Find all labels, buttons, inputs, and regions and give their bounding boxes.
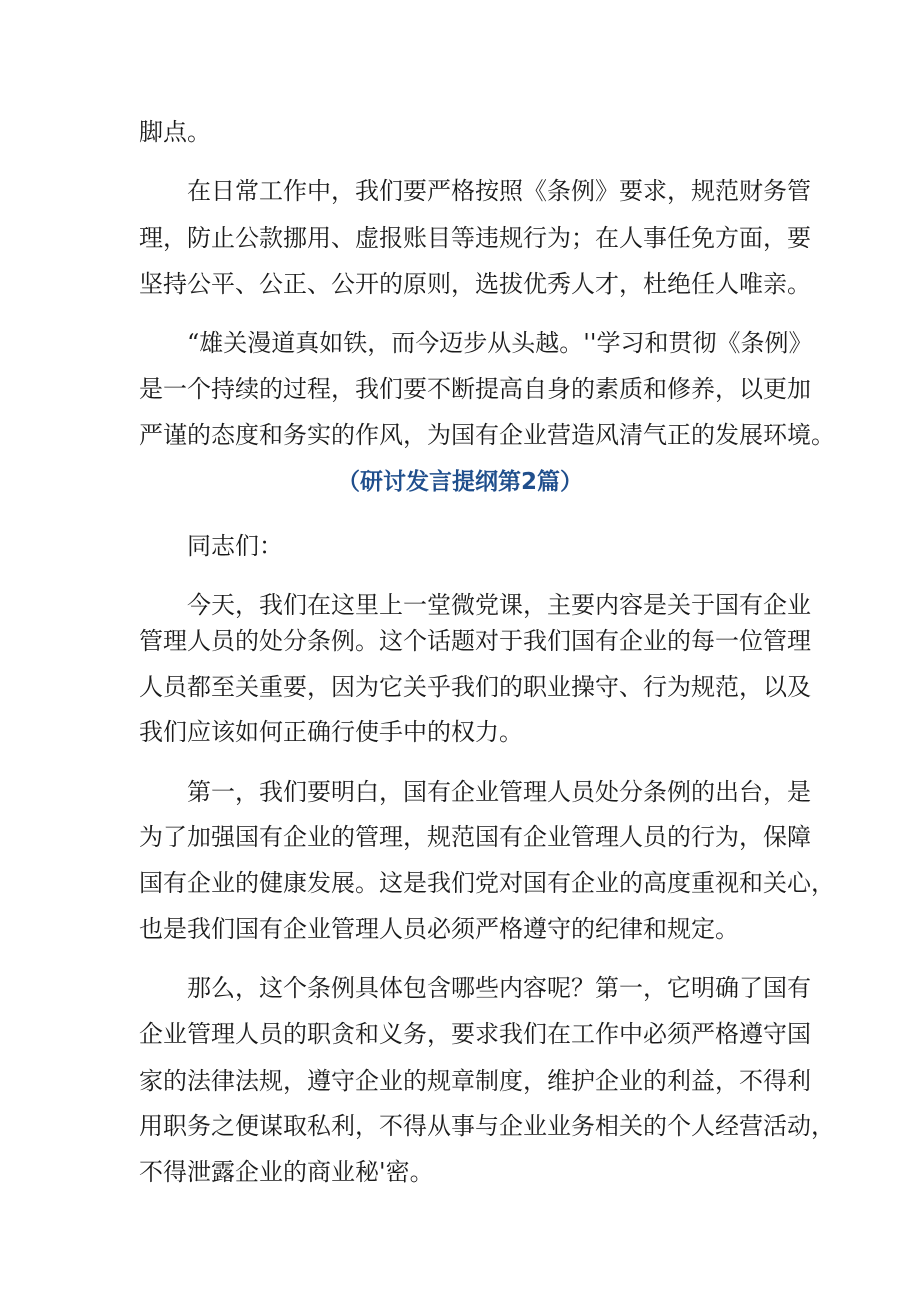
paragraph-line: 家的法律法规，遵守企业的规章制度，维护企业的利益，不得利	[139, 1067, 811, 1095]
paragraph-line: 用职务之便谋取私利，不得从事与企业业务相关的个人经营活动，	[139, 1112, 835, 1140]
paragraph-line: 理，防止公款挪用、虚报账目等违规行为；在人事任免方面，要	[139, 224, 811, 252]
paragraph-line: 我们应该如何正确行使手中的权力。	[139, 718, 523, 746]
paragraph-line: 脚点。	[139, 118, 211, 146]
paragraph-line: 坚持公平、公正、公开的原则，选拔优秀人才，杜绝任人唯亲。	[139, 270, 811, 298]
paragraph-line: 那么，这个条例具体包含哪些内容呢？第一，它明确了国有	[187, 974, 811, 1002]
paragraph-line: 也是我们国有企业管理人员必须严格遵守的纪律和规定。	[139, 915, 739, 943]
paragraph-line: 企业管理人员的职贪和义务，要求我们在工作中必须严格遵守国	[139, 1020, 811, 1048]
paragraph-line: 同志们：	[187, 532, 283, 560]
paragraph-line: 是一个持续的过程，我们要不断提高自身的素质和修养，以更加	[139, 375, 811, 403]
paragraph-line: 不得泄露企业的商业秘'密。	[139, 1158, 434, 1186]
paragraph-line: 管理人员的处分条例。这个话题对于我们国有企业的每一位管理	[139, 627, 811, 655]
paragraph-line: 在日常工作中，我们要严格按照《条例》要求，规范财务管	[187, 177, 811, 205]
paragraph-line: 严谨的态度和务实的作风，为国有企业营造风清气正的发展环境。	[139, 421, 835, 449]
paragraph-line: 第一，我们要明白，国有企业管理人员处分条例的出台，是	[187, 778, 811, 806]
paragraph-line: 国有企业的健康发展。这是我们党对国有企业的高度重视和关心，	[139, 869, 835, 897]
paragraph-line: “雄关漫道真如铁，而今迈步从头越。''学习和贯彻《条例》	[187, 329, 813, 357]
section-heading: （研讨发言提纲第2篇）	[336, 469, 583, 495]
paragraph-line: 人员都至关重要，因为它关乎我们的职业操守、行为规范，以及	[139, 673, 811, 701]
paragraph-line: 为了加强国有企业的管理，规范国有企业管理人员的行为，保障	[139, 823, 811, 851]
paragraph-line: 今天，我们在这里上一堂微党课，主要内容是关于国有企业	[187, 591, 811, 619]
